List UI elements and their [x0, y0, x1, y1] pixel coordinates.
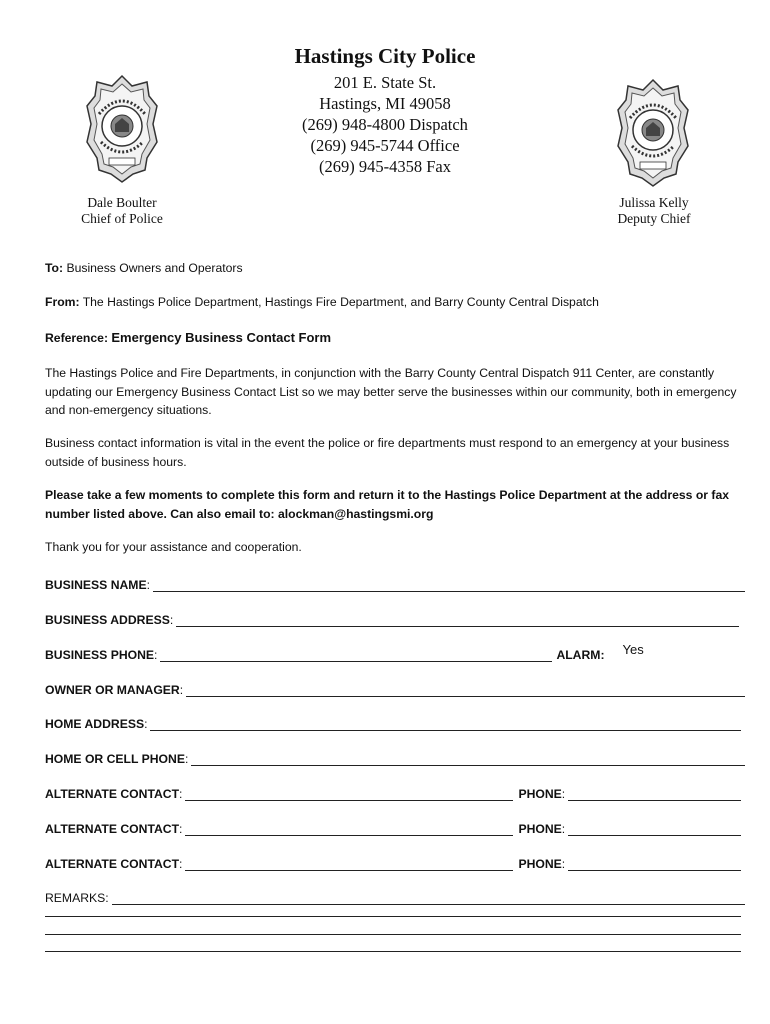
chief-title: Chief of Police — [81, 211, 163, 226]
alternate-contact-3-input[interactable] — [185, 858, 513, 871]
letterhead-title: Hastings City Police — [294, 44, 476, 68]
paragraph-intro: The Hastings Police and Fire Departments, in conjunction with the Barry County Central Dispatch 911 Center, are constantly updating our Emergency Business Contact List so we may better serve the businesses within our community, both in emergency and non-emergency situations. — [45, 366, 737, 417]
deputy-block — [574, 195, 734, 227]
remarks-field[interactable] — [45, 887, 745, 905]
alternate-phone-3-input[interactable] — [568, 858, 741, 871]
address-line-city: Hastings, MI 49058 — [319, 94, 451, 113]
home-phone-field[interactable]: HOME OR CELL PHONE : — [45, 748, 745, 766]
memo-to-label: To: — [45, 261, 64, 275]
business-name-input[interactable] — [153, 579, 745, 592]
memo-ref-label: Reference: — [45, 331, 108, 345]
business-address-label: BUSINESS ADDRESS — [45, 613, 170, 627]
business-name-field[interactable]: BUSINESS NAME : — [45, 574, 745, 592]
remarks-input-line-4[interactable] — [45, 951, 741, 952]
alternate-contact-2-input[interactable] — [185, 823, 513, 836]
memo-reference — [45, 329, 745, 348]
alternate-contact-3-field[interactable]: ALTERNATE CONTACT : PHONE : — [45, 853, 745, 871]
chief-name: Dale Boulter — [87, 195, 157, 210]
home-phone-label: HOME OR CELL PHONE — [45, 752, 185, 766]
deputy-name: Julissa Kelly — [619, 195, 689, 210]
alternate-contact-1-input[interactable] — [185, 788, 513, 801]
alternate-phone-2-label: PHONE — [518, 822, 562, 836]
memo-ref-value: Emergency Business Contact Form — [111, 330, 332, 345]
address-line-office: (269) 945-5744 Office — [310, 136, 460, 155]
remarks-input-line-2[interactable] — [45, 916, 741, 917]
paragraph-vital: Business contact information is vital in the event the police or fire departments must respond to an emergency at your business outside of business hours. — [45, 436, 730, 469]
business-phone-input[interactable] — [160, 649, 552, 662]
memo-from-label: From: — [45, 295, 80, 309]
alternate-contact-2-field[interactable]: ALTERNATE CONTACT : PHONE : — [45, 818, 745, 836]
alternate-contact-3-label: ALTERNATE CONTACT — [45, 857, 180, 871]
alternate-phone-3-label: PHONE — [518, 857, 562, 871]
alternate-contact-1-field[interactable]: ALTERNATE CONTACT : PHONE : — [45, 783, 745, 801]
owner-label: OWNER OR MANAGER — [45, 683, 180, 697]
chief-block — [42, 195, 202, 227]
remarks-input-line-3[interactable] — [45, 934, 741, 935]
home-phone-input[interactable] — [191, 753, 745, 766]
business-address-input[interactable] — [176, 614, 739, 627]
memo-from — [45, 293, 745, 312]
alternate-phone-1-input[interactable] — [568, 788, 741, 801]
owner-field[interactable]: OWNER OR MANAGER : — [45, 679, 745, 697]
address-line-dispatch: (269) 948-4800 Dispatch — [302, 115, 468, 134]
home-address-input[interactable] — [150, 718, 741, 731]
alarm-label: ALARM: — [556, 648, 605, 662]
business-phone-field[interactable]: BUSINESS PHONE : ALARM: Yes — [45, 642, 644, 662]
memo-to — [45, 259, 745, 278]
police-badge-left-icon — [85, 74, 159, 184]
remarks-label: REMARKS: — [45, 891, 109, 905]
alternate-phone-2-input[interactable] — [568, 823, 741, 836]
police-badge-right-icon — [616, 78, 690, 188]
business-phone-label: BUSINESS PHONE — [45, 648, 155, 662]
memo-from-value: The Hastings Police Department, Hastings Fire Department, and Barry County Central Dispatch — [82, 295, 599, 309]
business-name-label: BUSINESS NAME — [45, 578, 147, 592]
memo-to-value: Business Owners and Operators — [66, 261, 243, 275]
owner-input[interactable] — [186, 684, 745, 697]
paragraph-thanks: Thank you for your assistance and cooperation. — [45, 540, 302, 554]
home-address-field[interactable]: HOME ADDRESS : — [45, 713, 745, 731]
address-line-fax: (269) 945-4358 Fax — [319, 157, 451, 176]
paragraph-instructions: Please take a few moments to complete this form and return it to the Hastings Police Department at the address or fax number listed above. Can also email to: alockman@hastingsmi.org — [45, 488, 730, 521]
deputy-title: Deputy Chief — [617, 211, 691, 226]
business-address-field[interactable]: BUSINESS ADDRESS : — [45, 609, 745, 627]
alternate-phone-1-label: PHONE — [518, 787, 562, 801]
home-address-label: HOME ADDRESS — [45, 717, 145, 731]
address-line-street: 201 E. State St. — [333, 73, 437, 92]
alternate-contact-1-label: ALTERNATE CONTACT — [45, 787, 180, 801]
remarks-input-line-1[interactable] — [112, 892, 745, 905]
alarm-value[interactable]: Yes — [622, 642, 644, 657]
alternate-contact-2-label: ALTERNATE CONTACT — [45, 822, 180, 836]
